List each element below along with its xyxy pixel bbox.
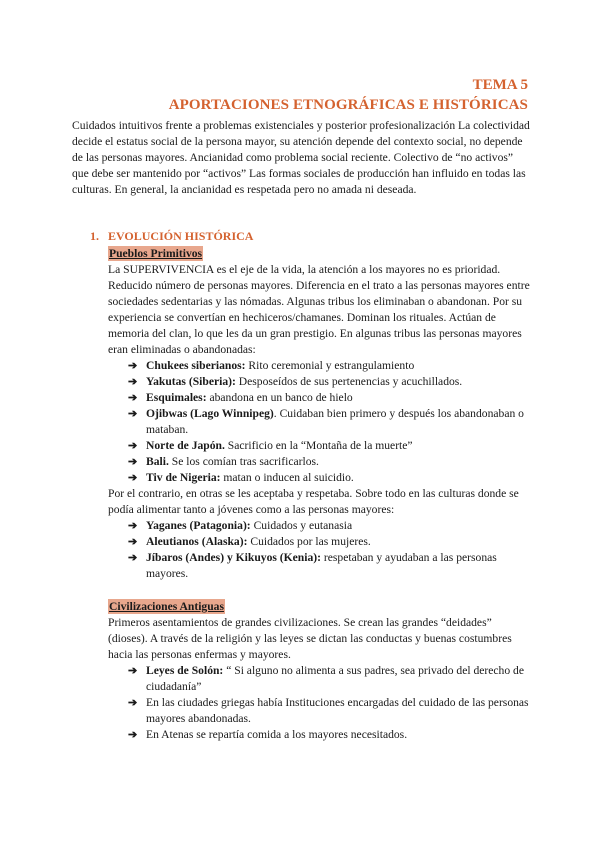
title-block	[169, 76, 528, 116]
bullet-term: Chukees siberianos:	[146, 359, 246, 372]
bullet-text: “ Si alguno no alimenta a sus padres, sea privado del derecho de ciudadanía”	[146, 664, 524, 693]
bullet-item	[128, 550, 530, 582]
bullet-text: Se los comían tras sacrificarlos.	[168, 455, 319, 468]
arrow-right-icon: ➔	[128, 472, 138, 484]
bullet-text: Desposeídos de sus pertenencias y acuchillados.	[235, 375, 463, 388]
bullet-item	[128, 534, 530, 550]
section-title: EVOLUCIÓN HISTÓRICA	[108, 229, 254, 243]
pueblos-paragraph-2: Por el contrario, en otras se les aceptaba y respetaba. Sobre todo en las culturas donde se podía alimentar tanto a jóvenes como a las personas mayores:	[108, 487, 519, 516]
bullet-text: matan o inducen al suicidio.	[220, 471, 354, 484]
arrow-right-icon: ➔	[128, 456, 138, 468]
arrow-right-icon: ➔	[128, 440, 138, 452]
bullet-text: Cuidados y eutanasia	[250, 519, 353, 532]
arrow-right-icon: ➔	[128, 376, 138, 388]
bullet-term: Esquimales:	[146, 391, 207, 404]
bullet-text: Rito ceremonial y estrangulamiento	[245, 359, 415, 372]
arrow-right-icon: ➔	[128, 520, 138, 532]
arrow-right-icon: ➔	[128, 729, 138, 741]
tema-label: TEMA 5	[472, 77, 528, 93]
bullet-text: En Atenas se repartía comida a los mayores necesitados.	[146, 728, 408, 741]
arrow-right-icon: ➔	[128, 408, 138, 420]
bullet-item	[128, 470, 530, 486]
bullet-term: Tiv de Nigeria:	[146, 471, 221, 484]
bullet-list-eliminated	[108, 358, 530, 486]
bullet-item	[128, 374, 530, 390]
bullet-term: Aleutianos (Alaska):	[146, 535, 248, 548]
bullet-term: Bali.	[146, 455, 169, 468]
intro-paragraph: Cuidados intuitivos frente a problemas existenciales y posterior profesionalización La colectividad decide el estatus social de la persona mayor, su atención depende del contexto social, no depende de las personas mayores. Ancianidad como problema social reciente. Colectivo de “no activos” que debe ser mantenido por “activos” Las formas sociales de producción han influido en todas las culturas. En general, la ancianidad es respetada pero no amada ni deseada.	[72, 119, 530, 196]
bullet-term: Jíbaros (Andes) y Kikuyos (Kenia):	[146, 551, 321, 564]
bullet-item	[128, 663, 530, 695]
arrow-right-icon: ➔	[128, 536, 138, 548]
arrow-right-icon: ➔	[128, 697, 138, 709]
bullet-item	[128, 518, 530, 534]
bullet-item	[128, 695, 530, 727]
bullet-item	[128, 454, 530, 470]
bullet-text: . Cuidaban bien primero y después los abandonaban o mataban.	[146, 407, 524, 436]
arrow-right-icon: ➔	[128, 392, 138, 404]
arrow-right-icon: ➔	[128, 360, 138, 372]
bullet-text: En las ciudades griegas había Instituciones encargadas del cuidado de las personas mayores abandonadas.	[146, 696, 529, 725]
section-number: 1.	[90, 229, 99, 243]
bullet-item	[128, 438, 530, 454]
subheading-pueblos-primitivos: Pueblos Primitivos	[109, 247, 203, 260]
bullet-term: Yakutas (Siberia):	[146, 375, 236, 388]
subheading-civilizaciones-antiguas: Civilizaciones Antiguas	[109, 600, 224, 613]
bullet-text: Sacrificio en la “Montaña de la muerte”	[224, 439, 413, 452]
civilizaciones-paragraph: Primeros asentamientos de grandes civilizaciones. Se crean las grandes “deidades” (dioses). A través de la religión y las leyes se dictan las conductas y buenas costumbres hacia las personas enfermas y mayores.	[108, 616, 512, 661]
bullet-term: Yaganes (Patagonia):	[146, 519, 251, 532]
bullet-text: abandona en un banco de hielo	[206, 391, 353, 404]
bullet-item	[128, 727, 530, 743]
bullet-list-civilizaciones	[108, 663, 530, 743]
page-title: APORTACIONES ETNOGRÁFICAS E HISTÓRICAS	[168, 97, 528, 113]
bullet-list-respected	[108, 518, 530, 582]
pueblos-paragraph: La SUPERVIVENCIA es el eje de la vida, la atención a los mayores no es prioridad. Reducido número de personas mayores. Diferencia en el trato a las personas mayores entre sociedades sedentarias y las nómadas. Algunas tribus los eliminaban o abandonan. Por su experiencia se convertían en hechiceros/chamanes. Dominan los rituales. Actúan de memoria del clan, lo que les da un gran prestigio. En algunas tribus las personas mayores eran eliminadas o abandonadas:	[108, 263, 530, 356]
arrow-right-icon: ➔	[128, 552, 138, 564]
bullet-item	[128, 406, 530, 438]
bullet-text: Cuidados por las mujeres.	[247, 535, 371, 548]
bullet-item	[128, 358, 530, 374]
section-heading	[90, 228, 530, 244]
arrow-right-icon: ➔	[128, 665, 138, 677]
bullet-term: Norte de Japón.	[146, 439, 225, 452]
bullet-term: Ojibwas (Lago Winnipeg)	[146, 407, 274, 420]
bullet-item	[128, 390, 530, 406]
bullet-term: Leyes de Solón:	[146, 664, 224, 677]
section-evolucion-historica	[90, 228, 530, 743]
bullet-text: respetaban y ayudaban a las personas mayores.	[146, 551, 497, 580]
section-content	[108, 244, 530, 743]
